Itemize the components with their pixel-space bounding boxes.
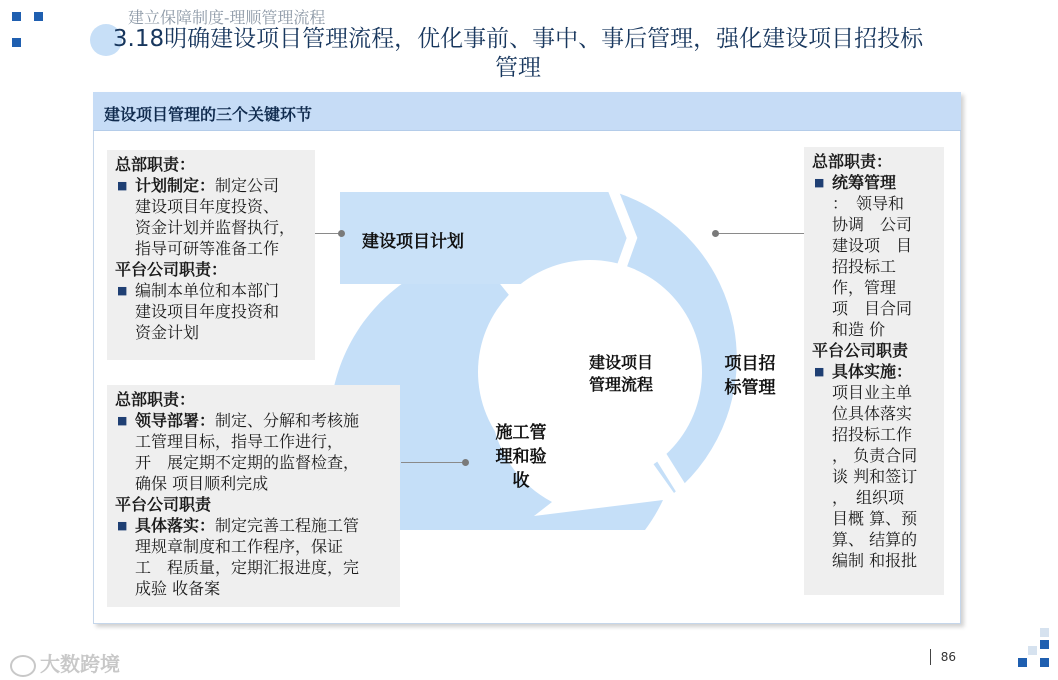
- responsibility-box-construction: [107, 385, 400, 607]
- item-text: 确保 项目顺利完成: [135, 474, 269, 493]
- connector-line-construction: [401, 462, 465, 463]
- connector-dot-bidding: [712, 230, 719, 237]
- item-keyword: 具体实施：: [832, 362, 913, 381]
- item-text: 制定公司: [215, 176, 280, 195]
- connector-line-bidding: [716, 233, 804, 234]
- box-heading: 平台公司职责：: [115, 260, 228, 279]
- center-label-line: 管理流程: [588, 375, 653, 394]
- bullet-item: [812, 172, 936, 340]
- bullet-square-icon: ■: [117, 519, 128, 532]
- item-text: 编制 和报批: [832, 551, 918, 570]
- item-text: 招投标工: [832, 257, 897, 276]
- item-text: 作，管理: [832, 278, 897, 297]
- item-text: 指导可研等准备工作: [135, 239, 280, 258]
- item-text: 开 展定期不定期的监督检查，: [135, 453, 360, 472]
- corner-decoration-square: [1028, 646, 1037, 655]
- item-text: 项目业主单: [832, 383, 913, 402]
- segment-label-plan: 建设项目计划: [362, 232, 464, 252]
- item-text: 位具体落实: [832, 404, 913, 423]
- page-number: 86: [940, 650, 956, 664]
- segment-label-line: 收: [512, 471, 530, 491]
- bullet-item: [812, 361, 936, 571]
- bullet-square-icon: ■: [117, 414, 128, 427]
- box-heading: 平台公司职责: [812, 341, 909, 360]
- corner-decoration-square: [12, 12, 21, 21]
- connector-dot-construction: [462, 459, 469, 466]
- item-text: 资金计划: [135, 323, 200, 342]
- item-text: 招投标工作: [832, 425, 913, 444]
- panel-title: 建设项目管理的三个关键环节: [104, 105, 313, 124]
- responsibility-box-bidding: [804, 147, 944, 595]
- logo-text: 大数跨境: [40, 652, 120, 676]
- watermark-logo: [10, 648, 120, 677]
- corner-decoration-square: [1040, 628, 1049, 637]
- item-text: 谈 判和签订: [832, 467, 918, 486]
- page-title-line: 管理: [495, 55, 541, 81]
- item-text: 建设项目年度投资、: [135, 197, 280, 216]
- item-text: 和造 价: [832, 320, 886, 339]
- item-text: 工 程质量，定期汇报进度，完: [135, 558, 360, 577]
- item-text: 编制本单位和本部门: [135, 281, 280, 300]
- bullet-square-icon: ■: [814, 176, 825, 189]
- box-heading: 平台公司职责: [115, 495, 212, 514]
- bullet-item: [115, 410, 392, 494]
- section-kicker: 建立保障制度-理顺管理流程: [128, 8, 326, 27]
- item-text: 资金计划并监督执行，: [135, 218, 296, 237]
- item-text: 协调 公司: [832, 215, 913, 234]
- segment-label-construction: [482, 421, 560, 493]
- item-text: 算、 结算的: [832, 530, 918, 549]
- page-title: [88, 25, 948, 83]
- segment-label-line: 标管理: [724, 378, 776, 398]
- corner-decoration-square: [12, 38, 21, 47]
- item-text: 工管理目标，指导工作进行，: [135, 432, 344, 451]
- corner-decoration-square: [1040, 658, 1049, 667]
- segment-label-line: 理和验: [495, 447, 547, 467]
- page-title-line: 3.18明确建设项目管理流程，优化事前、事中、事后管理，强化建设项目招投标: [112, 26, 924, 52]
- page-number-divider: [930, 649, 931, 665]
- center-label-line: 建设项目: [588, 353, 653, 372]
- item-keyword: 统筹管理: [832, 173, 897, 192]
- logo-icon: [10, 655, 36, 677]
- center-label: [572, 352, 670, 396]
- item-text: ， 组织项: [832, 488, 905, 507]
- item-text: 目概 算、预: [832, 509, 918, 528]
- item-text: 制定完善工程施工管: [215, 516, 360, 535]
- bullet-item: [115, 175, 307, 259]
- bullet-item: [115, 515, 392, 599]
- item-keyword: 计划制定：: [135, 176, 216, 195]
- item-text: ， 负责合同: [832, 446, 918, 465]
- connector-dot-plan: [338, 230, 345, 237]
- corner-decoration-square: [1018, 658, 1027, 667]
- bullet-square-icon: ■: [117, 284, 128, 297]
- item-text: 建设项目年度投资和: [135, 302, 280, 321]
- item-text: 制定、分解和考核施: [215, 411, 360, 430]
- box-heading: 总部职责：: [115, 390, 196, 409]
- bullet-square-icon: ■: [117, 179, 128, 192]
- item-text: ： 领导和: [832, 194, 905, 213]
- item-keyword: 领导部署：: [135, 411, 216, 430]
- box-heading: 总部职责：: [812, 152, 893, 171]
- corner-decoration-square: [34, 12, 43, 21]
- responsibility-box-plan: [107, 150, 315, 360]
- item-text: 成验 收备案: [135, 579, 221, 598]
- item-text: 建设项 目: [832, 236, 913, 255]
- corner-decoration-square: [1040, 640, 1049, 649]
- segment-label-line: 项目招: [724, 354, 776, 374]
- item-text: 项 目合同: [832, 299, 913, 318]
- box-heading: 总部职责：: [115, 155, 196, 174]
- bullet-square-icon: ■: [814, 365, 825, 378]
- segment-label-bidding: [712, 352, 788, 400]
- item-text: 理规章制度和工作程序，保证: [135, 537, 344, 556]
- segment-label-line: 施工管: [495, 423, 547, 443]
- item-keyword: 具体落实：: [135, 516, 216, 535]
- bullet-item: [115, 280, 307, 343]
